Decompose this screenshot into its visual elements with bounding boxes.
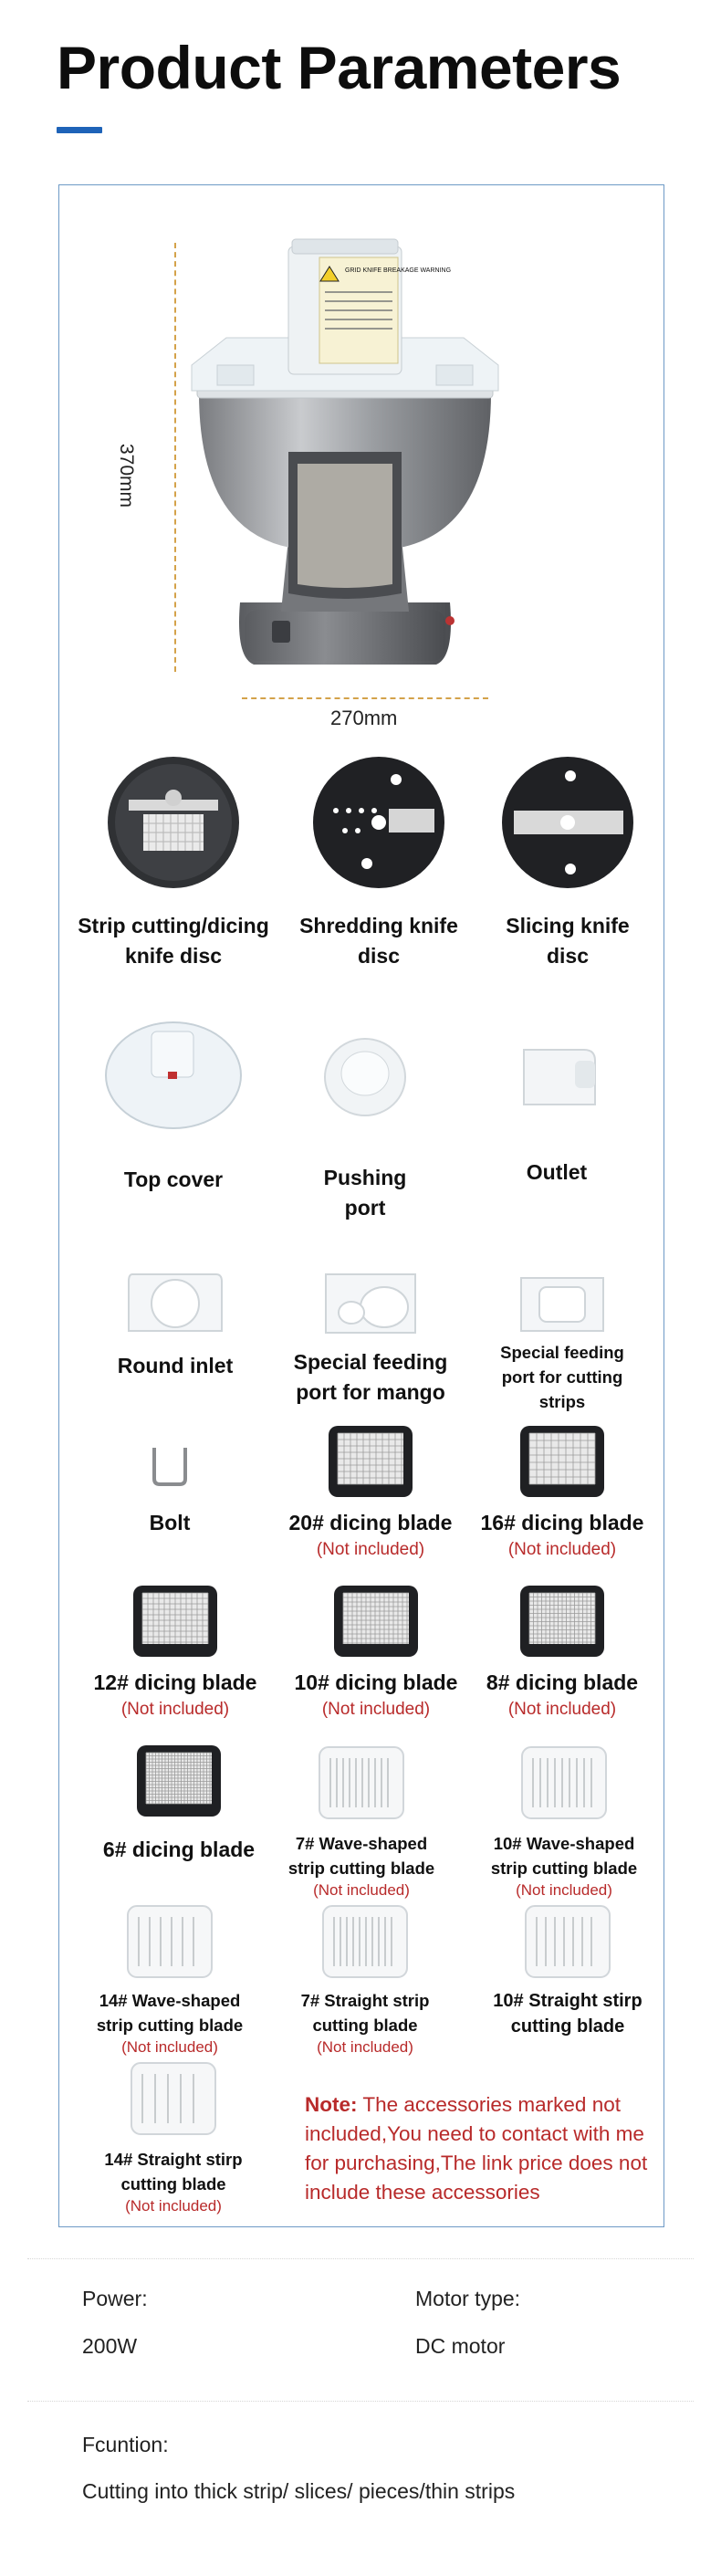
accessory-label: 12# dicing blade — [93, 1670, 257, 1694]
svg-text:GRID KNIFE BREAKAGE WARNING: GRID KNIFE BREAKAGE WARNING — [345, 267, 452, 274]
strip-blade-image — [318, 1745, 405, 1820]
accessory-label: 14# Wave-shaped — [99, 1991, 241, 2010]
accessory-label: 20# dicing blade — [288, 1511, 453, 1534]
accessory-pushing-port — [265, 1031, 465, 1223]
accessory-label: strip cutting blade — [96, 2016, 244, 2035]
dicing-blade-image — [518, 1424, 606, 1499]
not-included-label: (Not included) — [316, 1540, 425, 1559]
width-dimension-label: 270mm — [330, 707, 398, 729]
accessory-label: port for cutting — [501, 1367, 623, 1387]
accessory-outlet — [456, 1041, 657, 1188]
not-included-label: (Not included) — [317, 2038, 413, 2056]
not-included-label: (Not included) — [313, 1881, 410, 1899]
accessory-label: cutting blade — [510, 2016, 625, 2037]
accessory-label: Pushing — [323, 1166, 407, 1189]
power-label: Power: — [82, 2287, 148, 2310]
not-included-label: (Not included) — [507, 1700, 617, 1719]
title-underline — [57, 127, 102, 133]
strip-blade-image — [321, 1904, 409, 1979]
accessory-label: 7# Straight strip — [300, 1991, 430, 2010]
accessory-label: 6# dicing blade — [102, 1838, 256, 1861]
accessory-12-dicing-blade — [75, 1584, 276, 1722]
not-included-label: (Not included) — [516, 1881, 612, 1899]
accessory-top-cover — [73, 1013, 274, 1195]
accessory-label: Bolt — [149, 1511, 191, 1534]
accessory-label: strips — [538, 1392, 586, 1411]
accessory-label: port — [344, 1196, 386, 1220]
accessory-round-inlet — [75, 1265, 276, 1381]
dicing-blade-image — [518, 1584, 606, 1659]
motor-type-value: DC motor — [415, 2334, 506, 2358]
accessories-note — [305, 2090, 661, 2207]
accessory-7-straight-strip-blade — [265, 1904, 465, 2058]
height-dimension-label: 370mm — [116, 444, 137, 508]
accessory-strip-cutting-dicing-knife-disc — [73, 754, 274, 971]
accessory-20-dicing-blade — [270, 1424, 471, 1562]
not-included-label: (Not included) — [121, 2038, 218, 2056]
accessory-label: strip cutting blade — [287, 1859, 435, 1878]
height-dimension-line — [174, 243, 176, 672]
accessory-label: 10# dicing blade — [294, 1670, 458, 1694]
accessory-6-dicing-blade — [78, 1744, 279, 1865]
function-label: Fcuntion: — [82, 2433, 169, 2456]
accessory-special-feeding-port-mango — [270, 1265, 471, 1408]
not-included-label: (Not included) — [321, 1700, 431, 1719]
accessory-10-dicing-blade — [276, 1584, 476, 1722]
dicing-blade-image — [131, 1584, 219, 1659]
strip-blade-image — [524, 1904, 611, 1979]
accessory-label: cutting blade — [312, 2016, 418, 2035]
note-text: The accessories marked not included,You need to contact with me for purchasing,The link price does not include these accessories — [305, 2093, 648, 2204]
accessory-label: port for mango — [296, 1380, 445, 1404]
not-included-label: (Not included) — [120, 1700, 230, 1719]
divider — [27, 2258, 694, 2259]
not-included-label: (Not included) — [125, 2197, 222, 2215]
strip-blade-image — [520, 1745, 608, 1820]
accessory-label: disc — [546, 944, 590, 968]
note-label: Note: — [305, 2093, 358, 2116]
strip-blade-image — [130, 2061, 217, 2136]
accessory-label: Special feeding — [293, 1350, 448, 1374]
accessory-label: knife disc — [124, 944, 223, 968]
motor-type-label: Motor type: — [415, 2287, 521, 2310]
accessory-7-wave-strip-blade — [261, 1745, 462, 1901]
accessory-10-wave-strip-blade — [464, 1745, 664, 1901]
accessory-10-straight-strip-blade — [467, 1904, 668, 2039]
power-value: 200W — [82, 2334, 138, 2358]
accessory-label: 10# Straight stirp — [493, 1991, 643, 2011]
function-value: Cutting into thick strip/ slices/ pieces/thin strips — [82, 2479, 516, 2503]
accessory-label: Strip cutting/dicing — [78, 914, 269, 937]
accessory-bolt — [69, 1442, 270, 1538]
accessory-8-dicing-blade — [462, 1584, 663, 1722]
dicing-blade-image — [135, 1744, 223, 1818]
accessory-label: Slicing knife — [506, 914, 630, 937]
dicing-blade-image — [332, 1584, 420, 1659]
accessory-label: disc — [357, 944, 401, 968]
dicing-blade-image — [327, 1424, 414, 1499]
accessory-label: 8# dicing blade — [486, 1670, 639, 1694]
accessory-label: cutting blade — [120, 2174, 226, 2194]
width-dimension-line — [242, 697, 488, 699]
accessory-label: Round inlet — [117, 1354, 234, 1377]
accessory-14-straight-strip-blade — [73, 2061, 274, 2216]
accessory-special-feeding-port-strips — [462, 1271, 663, 1414]
accessory-label: Special feeding — [500, 1343, 624, 1362]
accessory-slicing-knife-disc — [467, 754, 668, 971]
accessory-label: Top cover — [123, 1168, 224, 1191]
strip-blade-image — [126, 1904, 214, 1979]
not-included-label: (Not included) — [507, 1540, 617, 1559]
divider — [27, 2401, 694, 2402]
accessory-label: 10# Wave-shaped — [493, 1834, 635, 1853]
page-title: Product Parameters — [57, 34, 622, 101]
accessory-16-dicing-blade — [462, 1424, 663, 1562]
accessory-14-wave-strip-blade — [69, 1904, 270, 2058]
accessory-shredding-knife-disc — [278, 754, 479, 971]
accessory-label: 16# dicing blade — [480, 1511, 644, 1534]
accessory-label: 7# Wave-shaped — [295, 1834, 428, 1853]
accessory-label: 14# Straight stirp — [104, 2150, 243, 2169]
accessory-label: Outlet — [526, 1160, 588, 1184]
accessory-label: strip cutting blade — [490, 1859, 638, 1878]
machine-image — [190, 228, 500, 685]
accessory-label: Shredding knife — [299, 914, 458, 937]
